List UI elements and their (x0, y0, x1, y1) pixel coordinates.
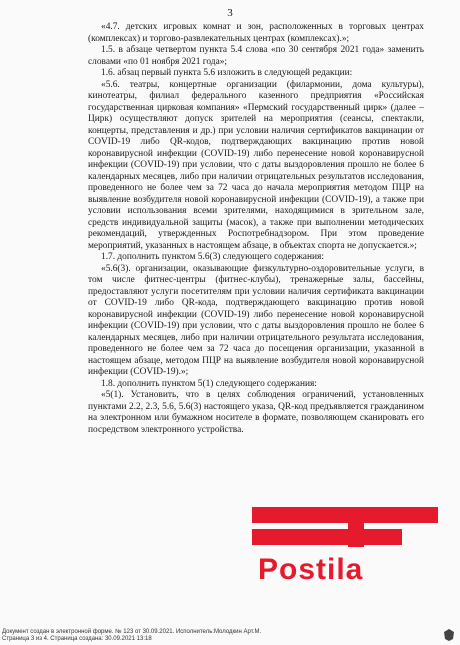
footer-line-2: Страница 3 из 4. Страница создана: 30.09.2021 13:18 (2, 636, 152, 642)
emblem-icon (444, 629, 454, 641)
paragraph-1-6: 1.6. абзац первый пункта 5.6 изложить в следующей редакции: (101, 68, 353, 78)
footer-line-1: Документ создан в электронной форме. № 123 от 30.09.2021. Исполнитель:Молодкин Арт.М. (2, 629, 262, 635)
paragraph-1-5: 1.5. в абзаце четвертом пункта 5.4 слова «по 30 сентября 2021 года» заменить словами «по 01 ноября 2021 года»; (88, 45, 424, 67)
postila-watermark (252, 507, 444, 587)
paragraph-1-7: 1.7. дополнить пунктом 5.6(3) следующего содержания: (101, 252, 324, 262)
paragraph-5-1: «5(1). Установить, что в целях соблюдения ограничений, установленных пунктами 2.2, 2.3, 5.6, 5.6(3) настоящего указа, QR-код предъявляется гражданином на электронном или бумажном носителе в формате, позволяющем сканировать его посредством электронного устройства. (88, 390, 424, 435)
paragraph-4-7: «4.7. детских игровых комнат и зон, расположенных в торговых центрах (комплексах) и торгово-развлекательных центрах (комплексах).»; (88, 22, 424, 44)
paragraph-5-6: «5.6. театры, концертные организации (филармонии, дома культуры), кинотеатры, филиал федерального казенного предприятия «Российская государственная цирковая компания» «Пермский государственный цирк» (далее – Цирк) осуществляют допуск зрителей на мероприятия (сеансы, спектакли, концерты, представления и др.) при условии наличия сертификатов вакцинации от COVID-19 либо QR-кодов, подтверждающих вакцинацию против новой коронавирусной инфекции (COVID-19) либо перенесение новой коронавирусной инфекции (COVID-19) при условии, что с даты выздоровления прошло не более 6 календарных месяцев, либо при наличии отрицательных результатов исследования, проведенного не более чем за 72 часа до начала мероприятия методом ПЦР на выявление возбудителя новой коронавирусной инфекции (COVID-19), а также при условии использования всеми зрителями, находящимися в зрительном зале, средств индивидуальной защиты (масок), а также при выполнении методических рекомендаций, утвержденных Роспотребнадзором. При этом проведение мероприятий, указанных в настоящем абзаце, в объектах спорта не допускается.»; (88, 79, 424, 251)
paragraph-5-6-3: «5.6(3). организации, оказывающие физкультурно-оздоровительные услуги, в том числе фитнес-центры (фитнес-клубы), тренажерные залы, бассейны, предоставляют услуги посетителям при условии наличия сертификата вакцинации от COVID-19 либо QR-кода, подтверждающего вакцинацию против новой коронавирусной инфекции (COVID-19) либо перенесение новой коронавирусной инфекции (COVID-19) при условии, что с даты выздоровления прошло не более 6 календарных месяцев, либо при наличии отрицательного результата исследования, проведенного не более чем за 72 часа до посещения организации, указанной в настоящем абзаце, методом ПЦР на выявление возбудителя новой коронавирусной инфекции (COVID-19).»; (88, 263, 424, 377)
paragraph-1-8: 1.8. дополнить пунктом 5(1) следующего содержания: (101, 378, 317, 389)
watermark-text: Postila (258, 553, 364, 586)
document-footer (2, 629, 261, 643)
page-number: 3 (227, 7, 233, 19)
document-body (88, 22, 424, 436)
